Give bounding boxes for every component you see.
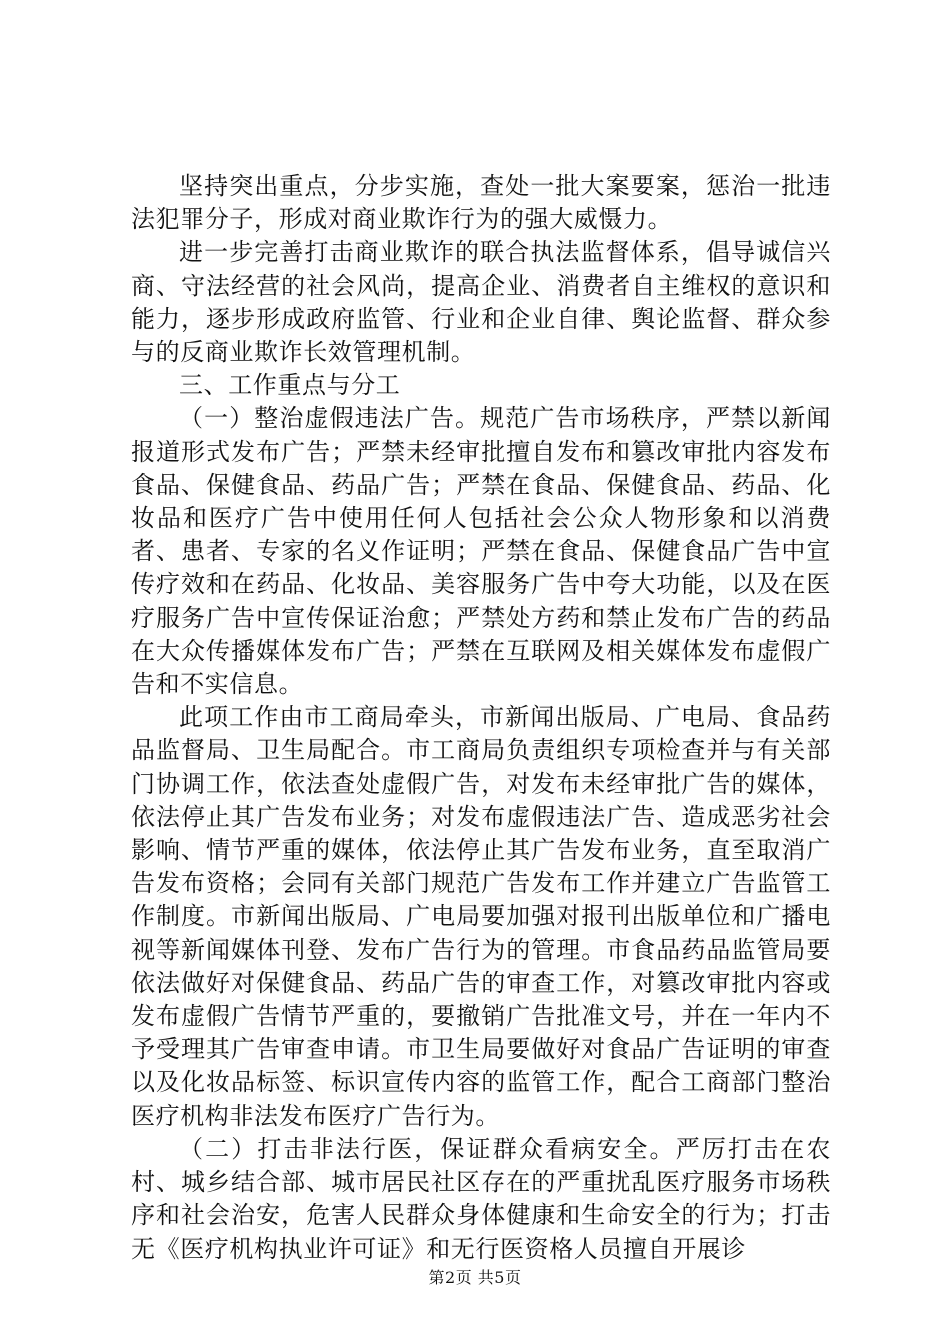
page-number-footer: 第2页 共5页 xyxy=(428,1268,522,1287)
document-body xyxy=(131,170,831,1266)
paragraph-1: 坚持突出重点，分步实施，查处一批大案要案，惩治一批违法犯罪分子，形成对商业欺诈行为的强大威慑力。 xyxy=(131,172,831,234)
section-heading: 三、工作重点与分工 xyxy=(179,371,401,400)
paragraph-2: 进一步完善打击商业欺诈的联合执法监督体系，倡导诚信兴商、守法经营的社会风尚，提高企业、消费者自主维权的意识和能力，逐步形成政府监管、行业和企业自律、舆论监督、群众参与的反商业欺诈长效管理机制。 xyxy=(131,238,831,367)
paragraph-4: 此项工作由市工商局牵头，市新闻出版局、广电局、食品药品监督局、卫生局配合。市工商局负责组织专项检查并与有关部门协调工作，依法查处虚假广告，对发布未经审批广告的媒体，依法停止其广告发布业务；对发布虚假违法广告、造成恶劣社会影响、情节严重的媒体，依法停止其广告发布业务，直至取消广告发布资格；会同有关部门规范广告发布工作并建立广告监管工作制度。市新闻出版局、广电局要加强对报刊出版单位和广播电视等新闻媒体刊登、发布广告行为的管理。市食品药品监管局要依法做好对保健食品、药品广告的审查工作，对篡改审批内容或发布虚假广告情节严重的，要撤销广告批准文号，并在一年内不予受理其广告审查申请。市卫生局要做好对食品广告证明的审查以及化妆品标签、标识宣传内容的监管工作，配合工商部门整治医疗机构非法发布医疗广告行为。 xyxy=(131,703,831,1130)
paragraph-5: （二）打击非法行医，保证群众看病安全。严厉打击在农村、城乡结合部、城市居民社区存在的严重扰乱医疗服务市场秩序和社会治安，危害人民群众身体健康和生命安全的行为；打击无《医疗机构执业许可证》和无行医资格人员擅自开展诊 xyxy=(131,1134,831,1263)
paragraph-3: （一）整治虚假违法广告。规范广告市场秩序，严禁以新闻报道形式发布广告；严禁未经审批擅自发布和篡改审批内容发布食品、保健食品、药品广告；严禁在食品、保健食品、药品、化妆品和医疗广告中使用任何人包括社会公众人物形象和以消费者、患者、专家的名义作证明；严禁在食品、保健食品广告中宣传疗效和在药品、化妆品、美容服务广告中夸大功能，以及在医疗服务广告中宣传保证治愈；严禁处方药和禁止发布广告的药品在大众传播媒体发布广告；严禁在互联网及相关媒体发布虚假广告和不实信息。 xyxy=(131,404,831,699)
